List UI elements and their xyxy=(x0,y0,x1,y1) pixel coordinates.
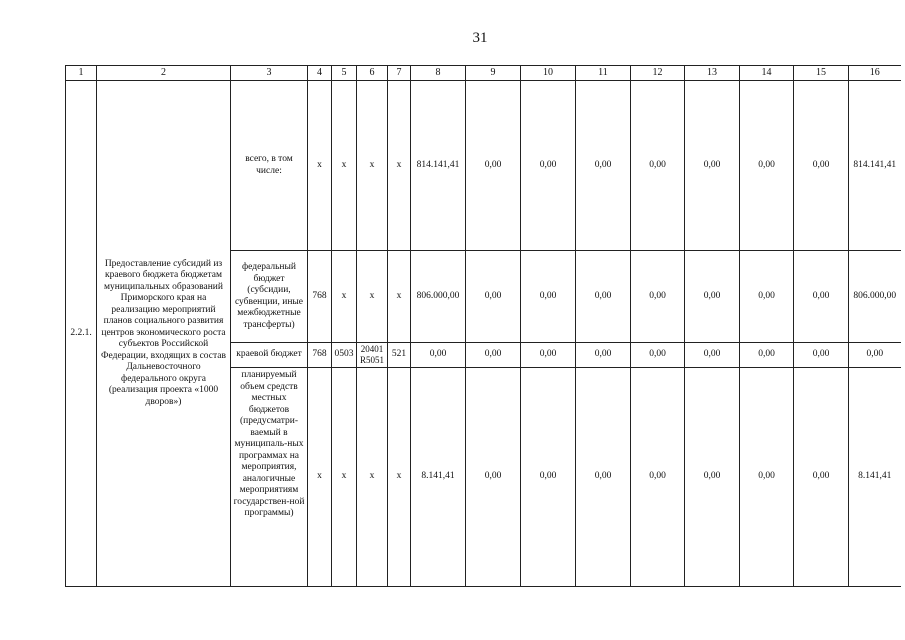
cell-c7: x xyxy=(388,251,411,343)
cell-c6: 20401 R5051 xyxy=(357,343,388,368)
cell-c14: 0,00 xyxy=(740,368,794,587)
program-table xyxy=(65,65,901,587)
cell-c7: 521 xyxy=(388,343,411,368)
cell-c10: 0,00 xyxy=(521,81,576,251)
header-col-12: 12 xyxy=(631,66,685,81)
header-col-11: 11 xyxy=(576,66,631,81)
header-col-3: 3 xyxy=(231,66,308,81)
cell-c12: 0,00 xyxy=(631,368,685,587)
source-cell: планируемый объем средств местных бюджетов (предусматри-ваемый в муниципаль-ных программах на мероприятия, аналогичные мероприятиям государствен-ной программы) xyxy=(231,368,308,587)
header-col-7: 7 xyxy=(388,66,411,81)
header-row xyxy=(66,66,901,81)
header-col-8: 8 xyxy=(411,66,466,81)
item-index: 2.2.1. xyxy=(66,81,97,587)
cell-c14: 0,00 xyxy=(740,343,794,368)
cell-c16: 8.141,41 xyxy=(849,368,901,587)
cell-c8: 814.141,41 xyxy=(411,81,466,251)
cell-c5: x xyxy=(332,368,357,587)
cell-c13: 0,00 xyxy=(685,251,740,343)
cell-c16: 0,00 xyxy=(849,343,901,368)
cell-c4: 768 xyxy=(308,343,332,368)
table-row xyxy=(66,81,901,251)
cell-c8: 8.141,41 xyxy=(411,368,466,587)
header-col-14: 14 xyxy=(740,66,794,81)
cell-c14: 0,00 xyxy=(740,81,794,251)
cell-c9: 0,00 xyxy=(466,368,521,587)
cell-c4: x xyxy=(308,368,332,587)
header-col-15: 15 xyxy=(794,66,849,81)
header-col-10: 10 xyxy=(521,66,576,81)
cell-c11: 0,00 xyxy=(576,343,631,368)
item-name: Предоставление субсидий из краевого бюджета бюджетам муниципальных образований Приморского края на реализацию мероприятий планов социального развития центров экономического роста субъектов Российской Федерации, входящих в состав Дальневосточного федерального округа (реализация проекта «1000 дворов») xyxy=(97,81,231,587)
cell-c5: x xyxy=(332,81,357,251)
cell-c16: 814.141,41 xyxy=(849,81,901,251)
cell-c15: 0,00 xyxy=(794,81,849,251)
cell-c7: x xyxy=(388,368,411,587)
header-col-13: 13 xyxy=(685,66,740,81)
cell-c12: 0,00 xyxy=(631,343,685,368)
cell-c9: 0,00 xyxy=(466,81,521,251)
source-cell: краевой бюджет xyxy=(231,343,308,368)
cell-c8: 806.000,00 xyxy=(411,251,466,343)
cell-c15: 0,00 xyxy=(794,368,849,587)
cell-c5: 0503 xyxy=(332,343,357,368)
header-col-5: 5 xyxy=(332,66,357,81)
header-col-9: 9 xyxy=(466,66,521,81)
header-col-2: 2 xyxy=(97,66,231,81)
cell-c10: 0,00 xyxy=(521,251,576,343)
cell-c6: x xyxy=(357,81,388,251)
cell-c12: 0,00 xyxy=(631,251,685,343)
cell-c6: x xyxy=(357,368,388,587)
header-col-1: 1 xyxy=(66,66,97,81)
cell-c9: 0,00 xyxy=(466,343,521,368)
cell-c9: 0,00 xyxy=(466,251,521,343)
cell-c12: 0,00 xyxy=(631,81,685,251)
cell-c13: 0,00 xyxy=(685,81,740,251)
cell-c15: 0,00 xyxy=(794,343,849,368)
cell-c7: x xyxy=(388,81,411,251)
cell-c15: 0,00 xyxy=(794,251,849,343)
cell-c11: 0,00 xyxy=(576,251,631,343)
cell-c4: 768 xyxy=(308,251,332,343)
page-number: 31 xyxy=(472,30,488,46)
cell-c10: 0,00 xyxy=(521,343,576,368)
source-cell: федеральный бюджет (субсидии, субвенции, иные межбюджетные трансферты) xyxy=(231,251,308,343)
source-cell: всего, в том числе: xyxy=(231,81,308,251)
cell-c16: 806.000,00 xyxy=(849,251,901,343)
cell-c11: 0,00 xyxy=(576,81,631,251)
cell-c5: x xyxy=(332,251,357,343)
cell-c6: x xyxy=(357,251,388,343)
cell-c8: 0,00 xyxy=(411,343,466,368)
header-col-4: 4 xyxy=(308,66,332,81)
cell-c14: 0,00 xyxy=(740,251,794,343)
cell-c10: 0,00 xyxy=(521,368,576,587)
cell-c11: 0,00 xyxy=(576,368,631,587)
header-col-16: 16 xyxy=(849,66,901,81)
cell-c4: x xyxy=(308,81,332,251)
header-col-6: 6 xyxy=(357,66,388,81)
cell-c13: 0,00 xyxy=(685,368,740,587)
cell-c13: 0,00 xyxy=(685,343,740,368)
